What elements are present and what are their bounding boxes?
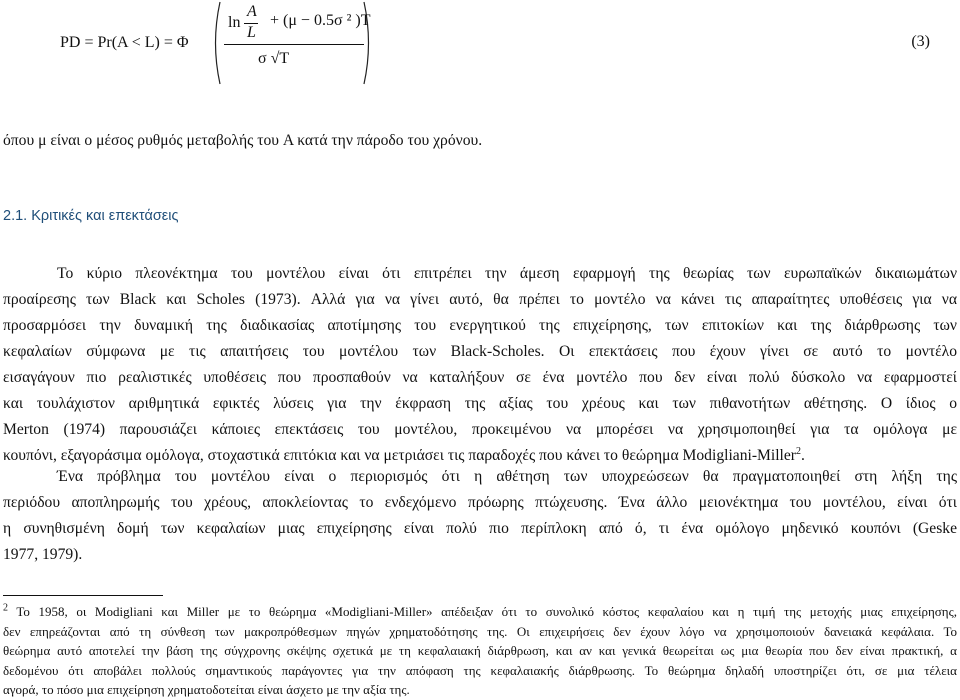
- paragraph-line: η συνηθισμένη δομή των κεφαλαίων μιας επιχείρησης είναι πολύ πιο περίπλοκη από ό, τι ένα ομόλογο μηδενικό κουπόνι (Geske: [3, 520, 957, 537]
- equation-numerator-rest: + (μ − 0.5σ ² )T: [270, 12, 371, 29]
- paragraph-line: Merton (1974) παρουσιάζει κάποιες επεκτάσεις του μοντέλου, προκειμένου να μπορέσει να χρησιμοποιηθεί για τα ομόλογα με: [3, 421, 957, 438]
- footnote-line: θεώρημα αυτό αποτελεί την βάση της σύγχρονης σκέψης σχετικά με τη κεφαλαιακή διάρθρωση, και αν και γενικά θεωρείται ως μια θεωρία που δεν είναι πρακτική, α: [3, 643, 957, 658]
- equation-lhs: PD = Pr(A < L) = Φ: [60, 34, 189, 51]
- equation-numerator-L: L: [247, 24, 256, 41]
- paragraph-line: προαίρεσης των Black και Scholes (1973). Αλλά για να γίνει αυτό, θα πρέπει το μοντέλο να κάνει τις απαραίτητες υποθέσεις για να: [3, 291, 957, 308]
- footnote-line: $^2$ Το 1958, οι Modigliani και Miller με το θεώρημα «Modigliani-Miller» απέδειξαν ότι το συνολικό κόστος κεφαλαίου και η τιμή της μετοχής μιας επιχείρησης,: [3, 602, 957, 619]
- footnote-line: αγορά, το πόσο μια επιχείρηση χρηματοδοτείται είναι άσχετο με την αξία της.: [3, 682, 410, 697]
- paragraph-line: προσαρμόσει την δυναμική της διαδικασίας αποτίμησης του ενεργητικού της επιχείρησης, των επιτοκίων και της διάρθρωσης των: [3, 317, 957, 334]
- paragraph-line: εισαγάγουν πιο ρεαλιστικές υποθέσεις που προσπαθούν να καταλήξουν σε ένα μοντέλο που δεν είναι πολύ δύσκολο να εφαρμοστεί: [3, 369, 957, 386]
- left-bracket: [208, 0, 222, 91]
- paragraph-line: Το κύριο πλεονέκτημα του μοντέλου είναι ότι επιτρέπει την άμεση εφαρμογή της θεωρίας των ευρωπαϊκών δικαιωμάτων: [57, 265, 957, 282]
- equation-caption: όπου μ είναι ο μέσος ρυθμός μεταβολής του A κατά την πάροδο του χρόνου.: [3, 132, 483, 149]
- equation-denominator: σ √T: [258, 50, 290, 67]
- footnote-marker: 2: [3, 602, 8, 614]
- paragraph-line: κουπόνι, εξαγοράσιμα ομόλογα, στοχαστικά επιτόκια και να μετριάσει τις παραδοχές που κάνει το θεώρημα Modigliani-Miller$^2$.: [3, 445, 805, 464]
- footnote-line: δεν επηρεάζονται από τη σύνθεση των μακροπρόθεσμων πηγών χρηματοδότησης της. Οι επιχειρήσεις δεν έχουν λόγο να χρησιμοποιούν δανειακά κεφάλαια. Το: [3, 623, 957, 639]
- paragraph-line: κεφαλαίων σύμφωνα με τις απαιτήσεις του μοντέλου των Black-Scholes. Οι επεκτάσεις που έχουν γίνει σε αυτό το μοντέλο: [3, 343, 957, 360]
- equation-number: (3): [911, 33, 930, 50]
- footnote-reference[interactable]: 2: [796, 445, 801, 457]
- footnote-separator: [3, 595, 163, 596]
- section-heading: 2.1. Κριτικές και επεκτάσεις: [3, 208, 179, 224]
- paragraph-line: και τουλάχιστον αριθμητικά εφικτές λύσεις για την έκφραση της αξίας του χρέους και των πιθανοτήτων αθέτησης. Ο ίδιος ο: [3, 395, 957, 412]
- equation-numerator-A: A: [247, 3, 257, 20]
- paragraph-1: [3, 261, 957, 469]
- paragraph-line: περιόδου αποπληρωμής του χρέους, αποκλείοντας το ενδεχόμενο πρόωρης πτώχευσης. Ένα άλλο μειονέκτημα του μοντέλου, είναι ότι: [3, 494, 957, 511]
- paragraph-2: [3, 464, 957, 568]
- footnote-line: δεδομένου ότι αποβάλει πολλούς σημαντικούς παράγοντες για την απόφαση της κεφαλαιακής διάρθρωσης. Το θεώρημα δηλαδή υποστηρίζει ότι, σε μια τέλεια: [3, 662, 957, 678]
- paragraph-line: 1977, 1979).: [3, 546, 83, 563]
- paragraph-line: Ένα πρόβλημα του μοντέλου είναι ο περιορισμός ότι η αθέτηση των υποχρεώσεων θα πραγματοποιηθεί στη λήξη της: [57, 468, 957, 485]
- footnote: [3, 602, 957, 700]
- main-fraction-bar: [224, 44, 364, 45]
- equation-ln: ln: [228, 14, 241, 31]
